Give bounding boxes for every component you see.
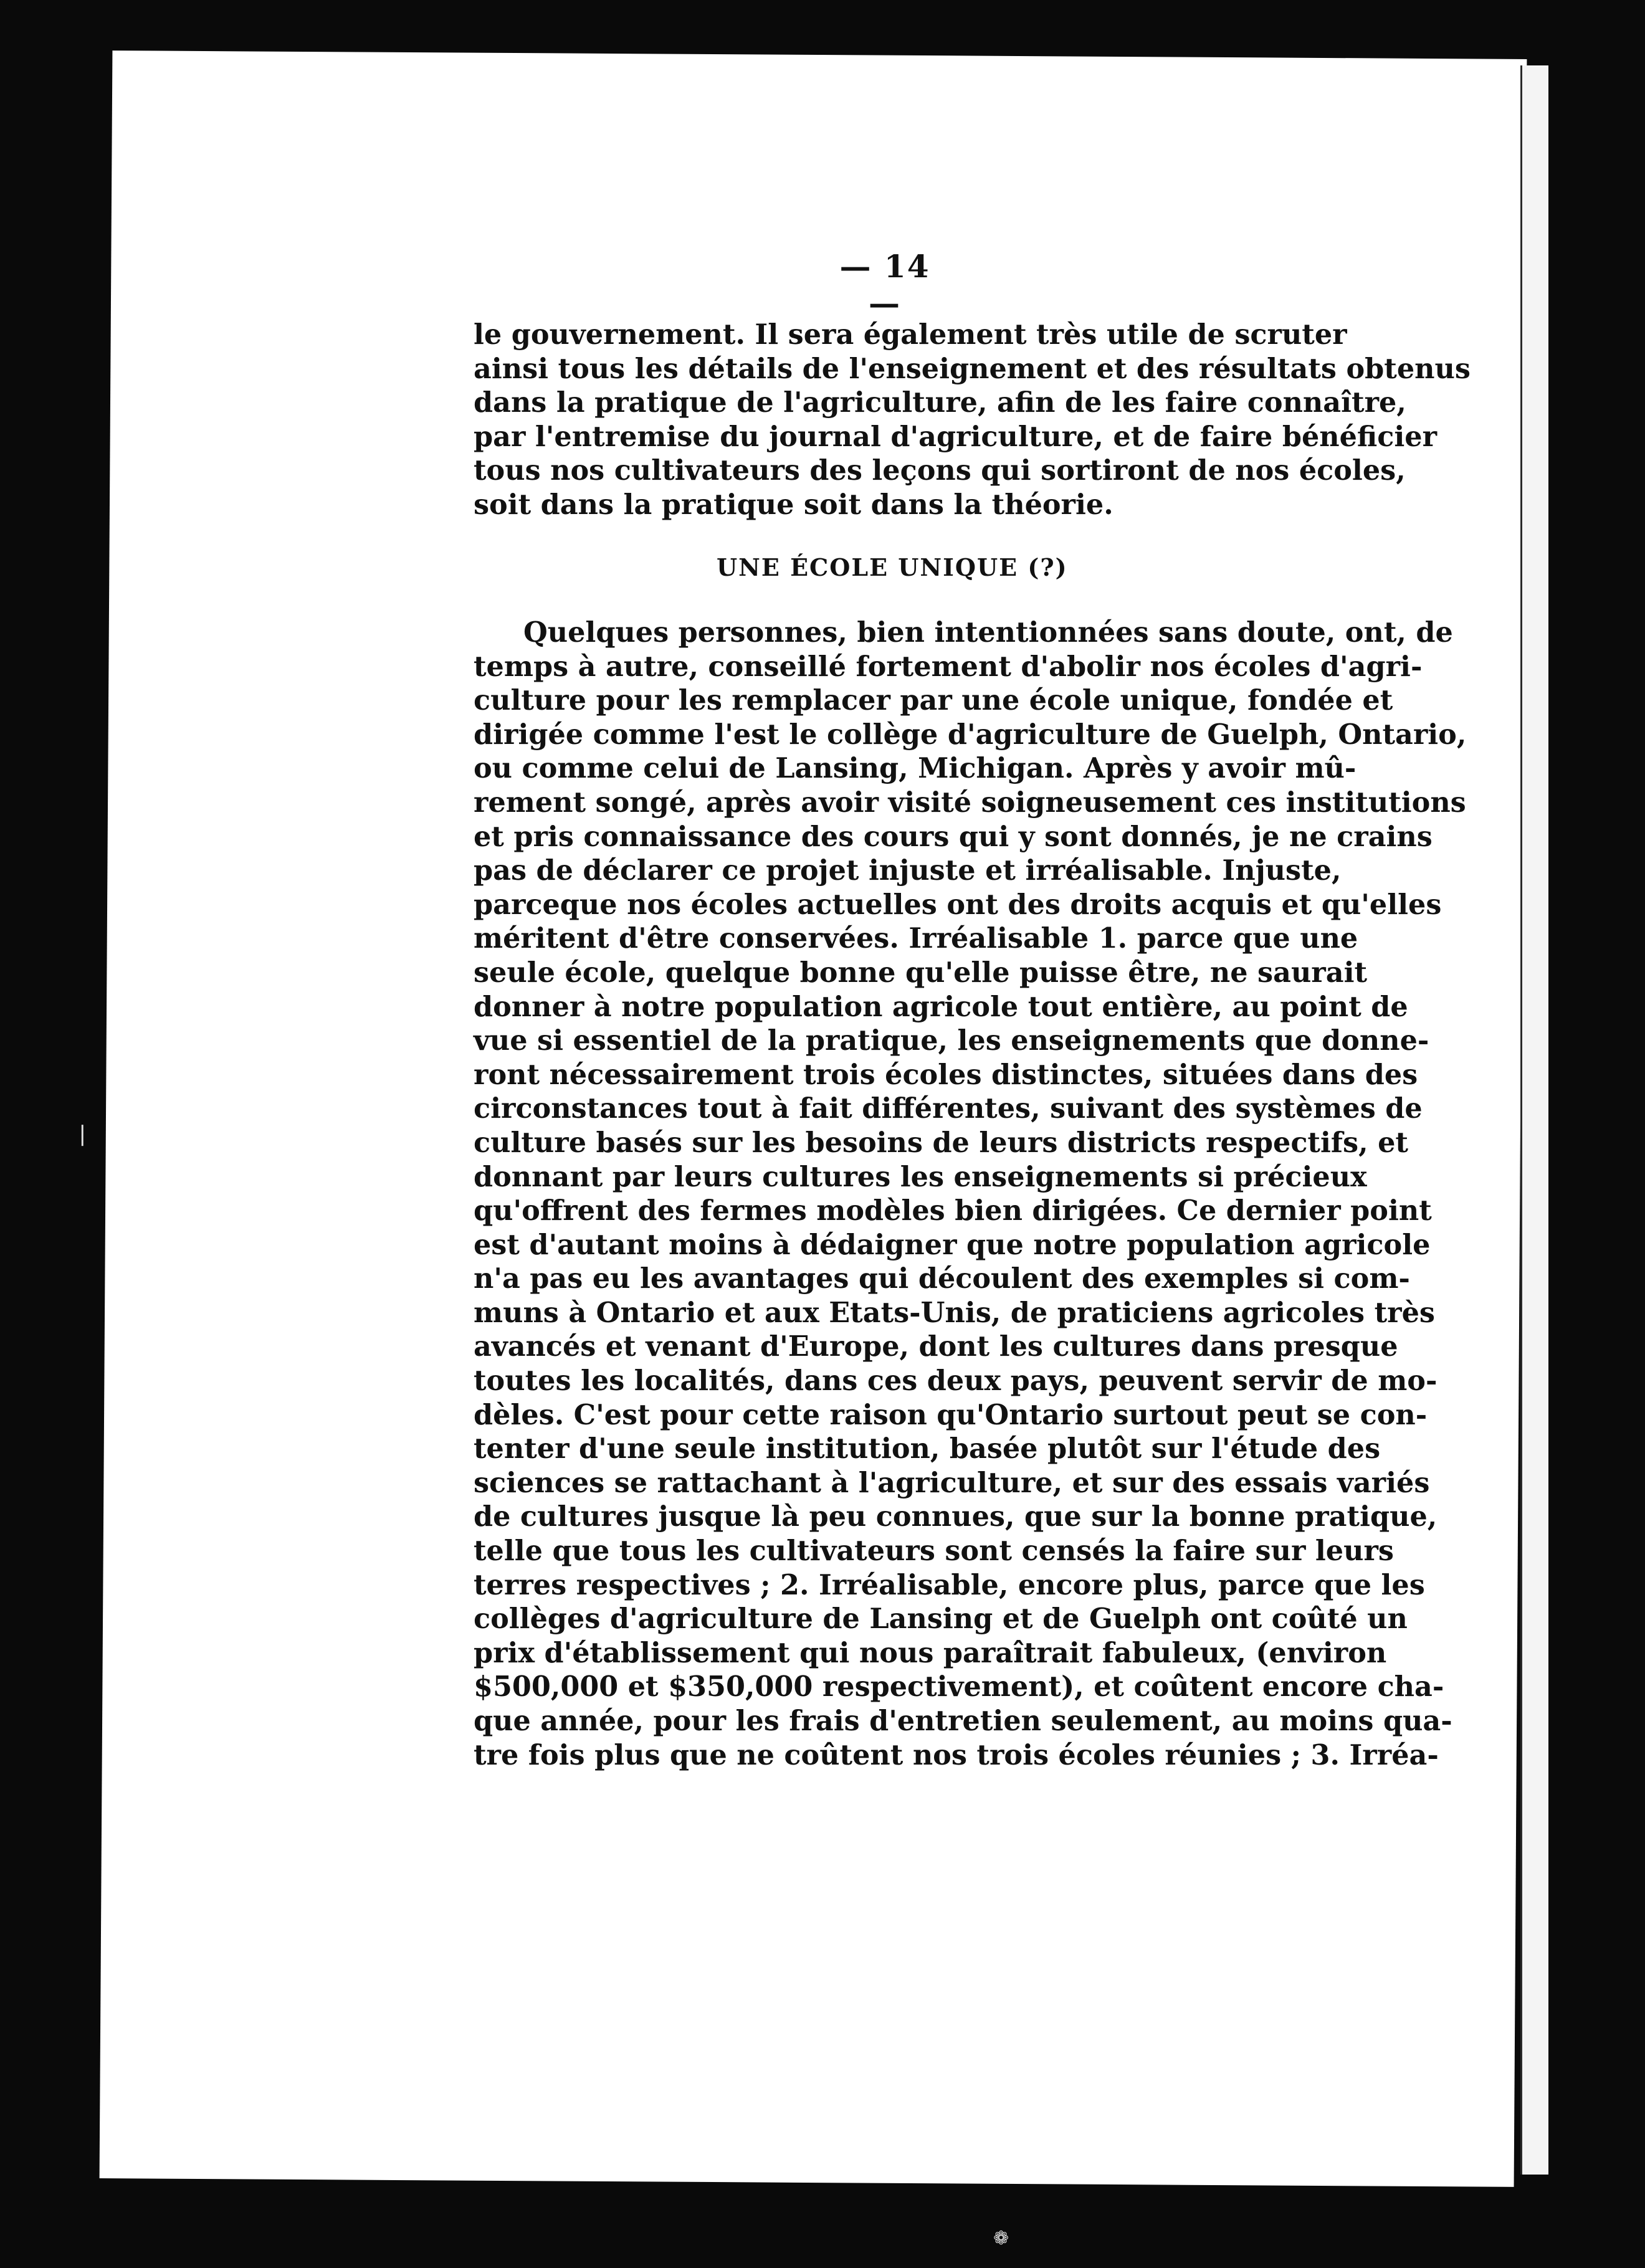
text-line: donner à notre population agricole tout entière, au point de	[474, 990, 1408, 1023]
page-number: — 14 —	[839, 248, 930, 322]
text-line: Quelques personnes, bien intentionnées sans doute, ont, de	[523, 616, 1453, 649]
text-line: telle que tous les cultivateurs sont censés la faire sur leurs	[474, 1535, 1394, 1568]
text-line: tenter d'une seule institution, basée plutôt sur l'étude des	[474, 1432, 1381, 1465]
intro-paragraph	[474, 318, 1471, 522]
text-line: méritent d'être conservées. Irréalisable 1. parce que une	[474, 922, 1358, 955]
text-line: culture pour les remplacer par une école unique, fondée et	[474, 684, 1393, 717]
text-line: sciences se rattachant à l'agriculture, et sur des essais variés	[474, 1466, 1430, 1499]
text-line: de cultures jusque là peu connues, que sur la bonne pratique,	[474, 1500, 1438, 1533]
text-line: dans la pratique de l'agriculture, afin de les faire connaître,	[474, 386, 1406, 419]
text-line: ront nécessairement trois écoles distinctes, situées dans des	[474, 1058, 1418, 1091]
text-line: ou comme celui de Lansing, Michigan. Après y avoir mû-	[474, 752, 1357, 785]
text-line: circonstances tout à fait différentes, suivant des systèmes de	[474, 1092, 1423, 1125]
text-line: et pris connaissance des cours qui y sont donnés, je ne crains	[474, 820, 1433, 853]
page-edge	[1520, 65, 1548, 2175]
text-line: toutes les localités, dans ces deux pays, peuvent servir de mo-	[474, 1365, 1438, 1398]
text-line: collèges d'agriculture de Lansing et de Guelph ont coûté un	[474, 1603, 1408, 1636]
margin-mark: ❘	[74, 1122, 92, 1146]
text-line: culture basés sur les besoins de leurs districts respectifs, et	[474, 1126, 1408, 1159]
text-line: pas de déclarer ce projet injuste et irréalisable. Injuste,	[474, 854, 1342, 887]
text-line: dèles. C'est pour cette raison qu'Ontario surtout peut se con-	[474, 1398, 1428, 1431]
text-line: ainsi tous les détails de l'enseignement et des résultats obtenus	[474, 352, 1471, 385]
body-paragraph	[474, 616, 1467, 1772]
text-line: vue si essentiel de la pratique, les enseignements que donne-	[474, 1024, 1429, 1057]
text-line: que année, pour les frais d'entretien seulement, au moins qua-	[474, 1705, 1452, 1737]
section-heading: UNE ÉCOLE UNIQUE (?)	[717, 553, 1068, 581]
text-line: parceque nos écoles actuelles ont des droits acquis et qu'elles	[474, 888, 1442, 921]
text-line: prix d'établissement qui nous paraîtrait fabuleux, (environ	[474, 1636, 1387, 1669]
text-line: soit dans la pratique soit dans la théorie.	[474, 488, 1113, 521]
text-line: par l'entremise du journal d'agriculture, et de faire bénéficier	[474, 420, 1438, 453]
text-line: avancés et venant d'Europe, dont les cultures dans presque	[474, 1330, 1398, 1363]
text-line: rement songé, après avoir visité soigneusement ces institutions	[474, 786, 1466, 819]
text-line: terres respectives ; 2. Irréalisable, encore plus, parce que les	[474, 1568, 1425, 1601]
text-line: $500,000 et $350,000 respectivement), et coûtent encore cha-	[474, 1670, 1444, 1703]
text-line: tre fois plus que ne coûtent nos trois écoles réunies ; 3. Irréa-	[474, 1738, 1439, 1771]
text-line: muns à Ontario et aux Etats-Unis, de praticiens agricoles très	[474, 1296, 1435, 1329]
bottom-ornament: ❁	[993, 2228, 1009, 2249]
text-line: tous nos cultivateurs des leçons qui sortiront de nos écoles,	[474, 454, 1406, 487]
text-line: temps à autre, conseillé fortement d'abolir nos écoles d'agri-	[474, 650, 1423, 683]
text-line: seule école, quelque bonne qu'elle puisse être, ne saurait	[474, 956, 1368, 989]
text-line: donnant par leurs cultures les enseignements si précieux	[474, 1160, 1367, 1193]
text-line: dirigée comme l'est le collège d'agriculture de Guelph, Ontario,	[474, 718, 1467, 751]
text-line: le gouvernement. Il sera également très utile de scruter	[474, 318, 1347, 351]
text-line: est d'autant moins à dédaigner que notre population agricole	[474, 1228, 1431, 1261]
text-line: n'a pas eu les avantages qui découlent des exemples si com-	[474, 1262, 1410, 1295]
text-line: qu'offrent des fermes modèles bien dirigées. Ce dernier point	[474, 1194, 1432, 1227]
